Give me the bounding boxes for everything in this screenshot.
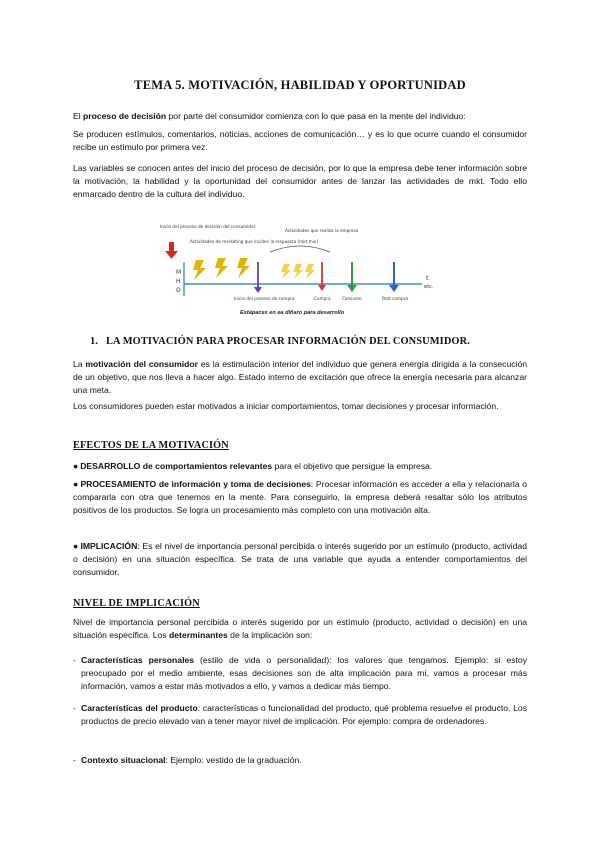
stage-label: Consumo <box>342 296 362 301</box>
stimulus-bolt-icon <box>237 258 250 278</box>
diagram-svg <box>160 222 450 322</box>
bold-term: Contexto situacional <box>81 755 166 765</box>
company-bracket <box>270 246 330 252</box>
label-company-text: Actividades que realiza la empresa <box>285 228 359 233</box>
purchase-start-arrow <box>254 262 262 293</box>
text: para el objetivo que persigue la empresa. <box>272 461 433 471</box>
label-start <box>160 224 256 229</box>
involvement-heading: NIVEL DE IMPLICACIÓN <box>73 598 200 609</box>
stage-label: Post compra <box>382 296 408 301</box>
dash-marker: - <box>73 655 76 665</box>
effects-heading: EFECTOS DE LA MOTIVACIÓN <box>73 440 229 451</box>
company-bolt-icon <box>293 264 303 279</box>
company-bolt-icon <box>281 264 291 279</box>
intro-paragraph-2: Se producen estímulos, comentarios, noticias, acciones de comunicación… y es lo que ocurre cuando el consumidor recibe un estímulo por primera vez. <box>73 129 527 152</box>
text: (estilo de vida o personalidad): los valores que tengamos. Ejemplo: si estoy preocupado por el medio ambiente, esas decisiones son de alta implicación para mí, vamos a procesar más información, vamos a estar más motivados a ello, y vamos a dedicar más tiempo. <box>81 655 527 691</box>
motivation-paragraph-2: Los consumidores pueden estar motivados a iniciar comportamientos, tomar decisiones y procesar información. <box>73 401 499 411</box>
text: de la implicación son: <box>227 630 313 640</box>
bullet-icon: ● <box>73 541 79 551</box>
effect-bullet-2 <box>73 478 527 517</box>
effect-bullet-1 <box>73 460 527 473</box>
consumption-arrow <box>347 262 357 292</box>
bold-term: Características del producto <box>81 703 198 713</box>
bold-term: DESARROLLO de comportamientos relevantes <box>80 461 273 471</box>
section-number: 1. <box>90 336 98 347</box>
label-stimuli-text: Actividades de marketing que inciden la respuesta (mkt mix) <box>190 239 318 244</box>
text: El <box>73 111 84 121</box>
intro-paragraph-3: Las variables se conocen antes del inicio del proceso de decisión, por lo que la empresa debe tener información sobre la motivación, la habilidad y la oportunidad del consumidor antes de lanzar las actividades de mkt. Todo ello enmarcado dentro de la cultura del individuo. <box>73 163 527 199</box>
axis-letter-h: H <box>176 278 181 285</box>
involvement-paragraph <box>73 616 527 642</box>
bold-term: determinantes <box>169 630 228 640</box>
text: : características o funcionalidad del producto, qué problema resuelve el producto. Los productos de precio elevado van a tener mayor nivel de implicación. Por ejemplo: compra de ordenadores. <box>81 703 527 726</box>
axis-t: t <box>426 275 429 282</box>
bold-term: IMPLICACIÓN <box>80 541 138 551</box>
intro-paragraph-1 <box>73 110 527 123</box>
axis-letter-o: O <box>176 287 181 294</box>
dash-marker: - <box>73 755 76 765</box>
stage-label: Compra <box>314 296 331 301</box>
determinant-item-1 <box>73 654 527 693</box>
axis-etc: etc. <box>424 284 434 290</box>
determinant-item-2 <box>73 702 527 728</box>
stimulus-bolt-icon <box>193 260 206 280</box>
post-purchase-arrow <box>389 262 399 292</box>
stage-label: Inicio del proceso de compra <box>234 296 295 301</box>
label-stimuli <box>190 239 318 244</box>
section-title: LA MOTIVACIÓN PARA PROCESAR INFORMACIÓN DEL CONSUMIDOR. <box>106 336 470 347</box>
text: Nivel de importancia personal percibida o interés sugerido por un estímulo (producto, actividad o decisión) en una situación específica. Los <box>73 617 527 640</box>
start-arrow <box>165 242 178 259</box>
bold-term: proceso de decisión <box>83 111 167 121</box>
text: por parte del consumidor comienza con lo que pasa en la mente del individuo: <box>166 111 466 121</box>
label-company <box>285 228 359 233</box>
diagram-caption: Estápaces en ea diñaro para desarrollo <box>240 310 345 316</box>
label-start-text: Inicio del proceso de decisión del consumidor <box>160 224 256 229</box>
text: : Procesar información es acceder a ella y relacionarla o compararla con otra que tenemos en la mente. Para conseguirlo, la empresa deberá resaltar sólo los atributos positivos de los productos. Se logra un procesamiento más completo con una motivación alta. <box>73 479 527 515</box>
company-bolt-icon <box>305 264 315 279</box>
dash-marker: - <box>73 703 76 713</box>
bullet-icon: ● <box>73 479 79 489</box>
bold-term: Características personales <box>81 655 195 665</box>
effect-bullet-3 <box>73 540 527 579</box>
stimulus-bolt-icon <box>215 258 228 278</box>
text: : Ejemplo: vestido de la graduación. <box>165 755 302 765</box>
page-title: TEMA 5. MOTIVACIÓN, HABILIDAD Y OPORTUNIDAD <box>134 78 466 92</box>
purchase-arrow <box>318 262 326 291</box>
determinant-item-3 <box>73 754 527 767</box>
bullet-icon: ● <box>73 461 79 471</box>
text: : Es el nivel de importancia personal percibida o interés sugerido por un estímulo (producto, actividad o decisión) en una situación específica. Se trata de una variable que ayuda a entender comportamientos del consumidor. <box>73 541 527 577</box>
axis-letter-m: M <box>176 269 182 276</box>
text: La <box>73 359 86 369</box>
motivation-paragraph-1 <box>73 358 527 397</box>
bold-term: PROCESAMIENTO de información y toma de decisiones <box>80 479 311 489</box>
text: es la estimulación interior del individuo que genera energía dirigida a la consecución de un objetivo, que nos lleva a hacer algo. Estado interno de excitación que ofrece la energía necesaria para alcanzar una meta. <box>73 359 528 395</box>
decision-process-diagram <box>160 222 450 322</box>
section-heading <box>90 336 470 347</box>
bold-term: motivación del consumidor <box>85 359 198 369</box>
